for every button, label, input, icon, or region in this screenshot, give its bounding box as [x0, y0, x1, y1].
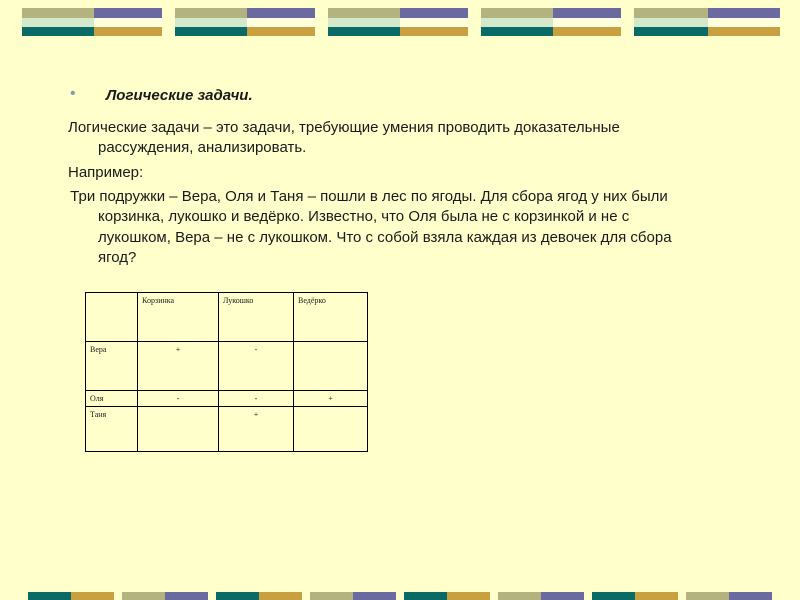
table-cell: + — [219, 407, 294, 452]
table-cell: - — [219, 391, 294, 407]
deco-block — [634, 8, 780, 36]
deco-block — [175, 8, 315, 36]
table-header-cell: Ведёрко — [294, 293, 368, 342]
table-cell: Вера — [86, 342, 138, 391]
deco-block — [22, 8, 162, 36]
table-cell: - — [219, 342, 294, 391]
table-header-cell: Корзинка — [138, 293, 219, 342]
table-header-row — [86, 293, 368, 342]
table-row — [86, 407, 368, 452]
definition-line: Логические задачи – это задачи, требующие умения проводить доказательные — [68, 119, 620, 136]
table-header-cell — [86, 293, 138, 342]
table-row — [86, 342, 368, 391]
problem-line: Три подружки – Вера, Оля и Таня – пошли в лес по ягоды. Для сбора ягод у них были — [66, 188, 668, 205]
table-cell: Таня — [86, 407, 138, 452]
table-cell: - — [138, 391, 219, 407]
slide-heading: Логические задачи. — [106, 87, 253, 104]
definition-line: рассуждения, анализировать. — [98, 139, 307, 156]
table-cell: + — [294, 391, 368, 407]
table-cell — [138, 407, 219, 452]
table-cell: + — [138, 342, 219, 391]
deco-block — [481, 8, 621, 36]
table-cell — [294, 342, 368, 391]
problem-line: лукошком, Вера – не с лукошком. Что с собой взяла каждая из девочек для сбора — [98, 229, 672, 246]
problem-line: корзинка, лукошко и ведёрко. Известно, что Оля была не с корзинкой и не с — [98, 208, 630, 225]
table-cell: Оля — [86, 391, 138, 407]
table-row — [86, 391, 368, 407]
table-header-cell: Лукошко — [219, 293, 294, 342]
table-cell — [294, 407, 368, 452]
example-label: Например: — [68, 164, 144, 181]
answer-table — [85, 292, 368, 452]
bullet-icon: • — [70, 85, 76, 102]
deco-block — [328, 8, 468, 36]
problem-line: ягод? — [98, 249, 137, 266]
